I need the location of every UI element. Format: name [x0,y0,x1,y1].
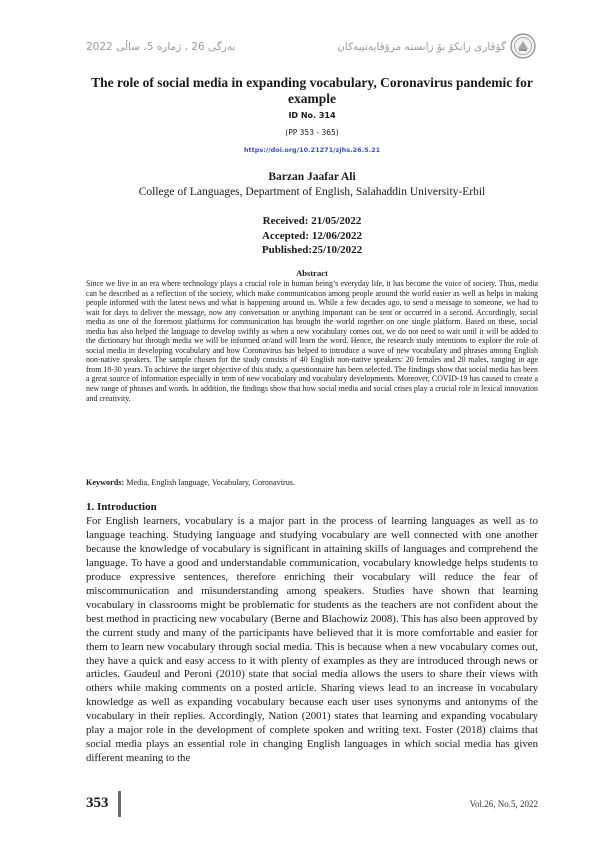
accepted-date: Accepted: 12/06/2022 [262,229,362,242]
footer-divider [118,791,121,817]
volume-info: Vol.26, No.5, 2022 [469,799,538,809]
paper-id: ID No. 314 [288,111,336,120]
page-footer [86,789,538,819]
paper-title: The role of social media in expanding vocabulary, Coronavirus pandemic for example [91,75,533,106]
section-heading-introduction: 1. Introduction [86,501,157,513]
journal-name: گۆڤاری زانکۆ بۆ زانستە مرۆڤایەتییەکان [337,41,506,53]
published-date: Published:25/10/2022 [261,244,363,256]
introduction-text: For English learners, vocabulary is a major part in the process of learning languages as well as to language teaching. Studying language and studying vocabulary are well connected with one another because the knowledge of vocabulary is significant in attaining skills of languages and comprehend the language. To have a good and understandable communication, vocabulary knowledge helps students to produce expressive sentences, therefore enriching their vocabulary will reduce the fear of miscommunication and misunderstanding among speakers. Studies have shown that learning vocabulary in classrooms might be problematic for students as the teachers are not confident about the best method in practicing new vocabulary (Berne and Blachowiz 2008). This has also been approved by the current study and many of the participants have believed that it is more comfortable and easier for them to learn new vocabulary through social media. This is because when a new vocabulary comes out, they have a quick and easy access to it with plenty of examples as they are introduced through news or articles. Gaudeul and Peroni (2010) state that social media allows the users to share their views with others while making comments on a posted article. Sharing views lead to an increase in vocabulary knowledge as well as expanding vocabulary because each user uses synonyms and antonyms of the vocabulary in their replies. Accordingly, Nation (2001) states that learning and expanding vocabulary play a major role in the development of complete spoken and writing text. Foster (2018) claims that social media plays an essential role in changing English languages in which social media has given different meaning to the [86,515,538,765]
author-affiliation: College of Languages, Department of English, Salahaddin University-Erbil [138,186,486,198]
university-seal-icon [510,33,536,59]
page-header [86,33,536,63]
doi-link[interactable]: https://doi.org/10.21271/zjhs.26.5.21 [243,146,381,154]
keywords [86,478,538,487]
page-number: 353 [86,795,109,811]
abstract-text: Since we live in an era where technology plays a crucial role in human being’s everyday life, it has become the voice of society. Thus, media can be described as a reflection of the society, which make communication among people around the world easier as well as helps in making people informed with the latest news and what is happening around us. While a few decades ago, to send a message to someone, we had to wait for days to deliver the message, now any conversation or anything important can be sent or occurred in a second. Accordingly, social media as one of the foremost platforms for communication has brought the world together on one single platform. Based on these, social media has also helped the language to develop swiftly as when a new vocabulary comes out, we do not need to wait until it will be added to the dictionary but through media we will be informed or/and will learn the word. Hence, the research study intentions to explore the role of social media in developing vocabulary and how Coronavirus has helped to introduce a wave of new vocabulary and phrases among English non-native speakers. The sample chosen for the study consists of 40 English non-native speakers: 20 females and 20 males, ranging in age from 18-30 years. To achieve the target objective of this study, a questionnaire has been selected. The findings show that social media has been a great source of information especially in term of new vocabulary and vocabulary developments. Moreover, COVID-19 has caused to create a new range of phrases and words. In addition, the findings show that how social media and social crises play a crucial role in lexical innovation and creativity. [86,279,538,403]
journal-issue-info: بەرگی 26 ، ژمارە 5، ساڵی 2022 [86,41,236,53]
page-range: (PP 353 - 365) [285,128,339,137]
publication-dates [86,214,538,258]
abstract-heading: Abstract [296,268,328,278]
keywords-list: Media, English language, Vocabulary, Coronavirus. [124,478,296,487]
received-date: Received: 21/05/2022 [262,215,362,227]
keywords-label: Keywords: [86,478,125,487]
author-name: Barzan Jaafar Ali [268,171,356,183]
